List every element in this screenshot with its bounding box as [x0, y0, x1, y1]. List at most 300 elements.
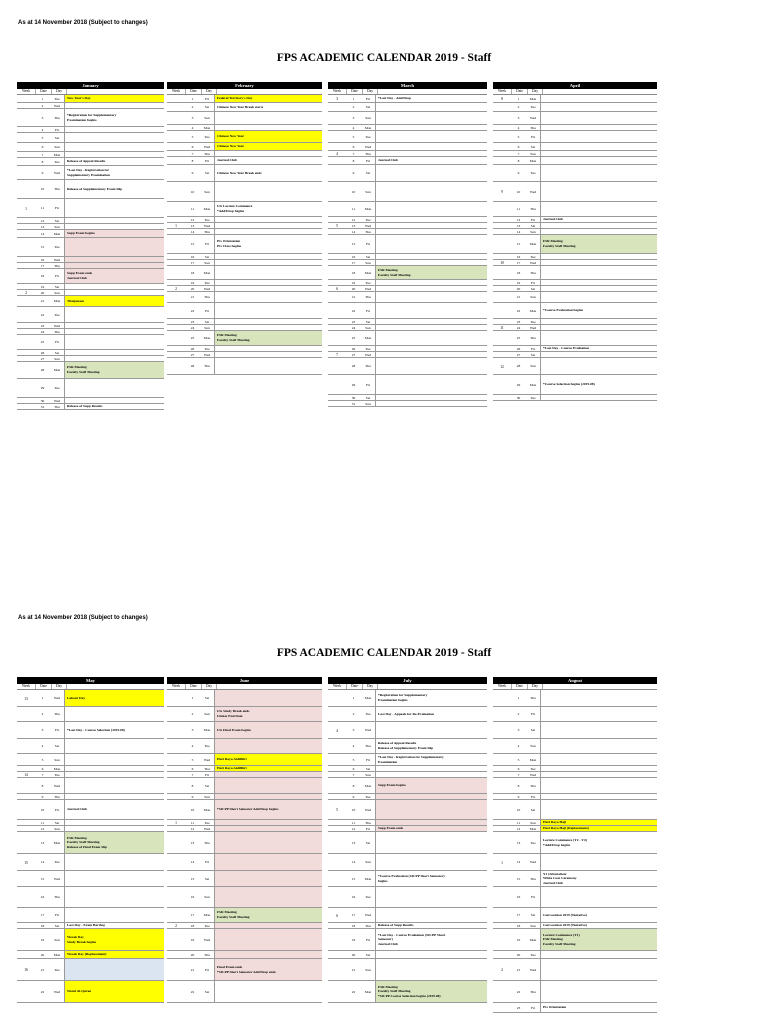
event-cell: Labour Day: [64, 690, 164, 706]
day-cell: Sun: [204, 895, 210, 899]
date-cell: 10: [351, 189, 356, 194]
calendar-row: [167, 690, 322, 707]
date-cell: 10: [40, 187, 45, 191]
calendar-row: [17, 296, 164, 307]
column-header-day: Day: [363, 89, 378, 94]
week-number: 13: [24, 696, 28, 701]
date-cell: 1: [352, 96, 355, 101]
week-number: 1: [175, 821, 177, 825]
column-header-day: Day: [52, 684, 67, 689]
week-number: 11: [500, 326, 504, 330]
column-header-date: Date: [347, 89, 363, 94]
date-cell: 26: [516, 346, 521, 351]
date-cell: 3: [517, 728, 520, 732]
date-cell: 1: [41, 96, 44, 101]
calendar-row: [17, 199, 164, 218]
calendar-row: [328, 131, 487, 143]
day-cell: Fri: [530, 712, 536, 716]
event-cell: Chinese New Year: [214, 143, 322, 150]
event-cell: Supp Exam begins: [64, 230, 164, 237]
page-1-title: FPS ACADEMIC CALENDAR 2019 - Staff: [276, 52, 492, 64]
column-header-date: Date: [512, 89, 528, 94]
calendar-row: [493, 800, 657, 820]
date-cell: 29: [40, 386, 45, 390]
event-cell: [214, 929, 322, 950]
day-cell: Thu: [54, 329, 60, 334]
month-rows: [167, 690, 322, 1003]
event-cell: [64, 820, 164, 825]
month-header: February: [167, 82, 322, 89]
date-cell: 22: [516, 308, 521, 313]
event-cell: [64, 707, 164, 721]
day-cell: Tue: [530, 319, 536, 324]
day-cell: Sun: [54, 224, 60, 229]
date-cell: 1: [41, 696, 44, 700]
date-cell: 20: [190, 952, 195, 957]
event-cell: [375, 292, 487, 302]
date-cell: 19: [351, 937, 356, 942]
calendar-row: [328, 887, 487, 908]
day-cell: Mon: [529, 158, 537, 163]
event-cell: [214, 871, 322, 886]
event-cell: [375, 820, 487, 825]
calendar-row: [167, 331, 322, 346]
calendar-row: [328, 778, 487, 794]
event-cell: [214, 151, 322, 156]
calendar-row: [328, 292, 487, 303]
event-cell: [375, 182, 487, 201]
day-cell: Thu: [365, 151, 371, 156]
date-cell: 9: [191, 794, 194, 799]
event-cell: [540, 981, 657, 1002]
calendar-row: [167, 358, 322, 375]
day-cell: Sat: [204, 696, 210, 700]
calendar-row: [493, 103, 657, 112]
day-cell: Thu: [530, 125, 536, 130]
calendar-row: [328, 739, 487, 754]
date-cell: 28: [40, 368, 45, 372]
day-cell: Mon: [364, 876, 372, 881]
event-cell: *Last Day - Registration for Supplementary Examination: [375, 754, 487, 765]
calendar-row: [493, 395, 657, 401]
day-cell: Wed: [53, 257, 61, 262]
event-cell: UG Final Exam begins: [214, 722, 322, 738]
calendar-row: [167, 103, 322, 112]
calendar-row: [328, 112, 487, 125]
date-cell: 10: [516, 807, 521, 812]
event-cell: [64, 379, 164, 397]
day-cell: Sat: [365, 171, 371, 175]
event-cell: [214, 887, 322, 907]
event-cell: [375, 131, 487, 142]
date-cell: 10: [351, 807, 356, 812]
event-cell: Hari Raya Haji (Replacement): [540, 826, 657, 831]
date-cell: 22: [40, 312, 45, 317]
day-cell: Sat: [204, 319, 210, 324]
day-cell: Wed: [529, 967, 537, 972]
date-cell: 14: [516, 860, 521, 864]
date-cell: 6: [191, 144, 194, 149]
day-cell: Sun: [204, 116, 210, 120]
event-cell: FSR Meeting Faculty Staff Meeting: [375, 266, 487, 279]
day-cell: Thu: [530, 876, 536, 881]
day-cell: Fri: [365, 826, 371, 831]
day-cell: Mon: [53, 952, 61, 957]
date-cell: 15: [40, 245, 45, 249]
date-cell: 7: [352, 151, 355, 156]
date-cell: 18: [40, 274, 45, 278]
day-cell: Sun: [530, 364, 536, 368]
event-cell: [540, 292, 657, 302]
day-cell: Sat: [365, 254, 371, 259]
day-cell: Thu: [530, 696, 536, 700]
week-number: 10: [500, 261, 504, 265]
day-cell: Sun: [530, 923, 536, 928]
day-cell: Mon: [529, 826, 537, 831]
day-cell: Sat: [365, 319, 371, 324]
calendar-row: [17, 133, 164, 143]
event-cell: [64, 199, 164, 217]
date-cell: 23: [40, 323, 45, 328]
calendar-row: [167, 182, 322, 202]
month-august: [493, 677, 657, 1013]
event-cell: [375, 346, 487, 351]
calendar-row: [167, 235, 322, 254]
event-cell: [64, 152, 164, 157]
day-cell: Mon: [53, 766, 61, 771]
day-cell: Sun: [204, 325, 210, 330]
week-number: 8: [501, 97, 503, 101]
event-cell: [375, 235, 487, 253]
day-cell: Wed: [529, 772, 537, 777]
day-cell: Fri: [204, 967, 210, 972]
date-cell: 1: [191, 696, 194, 700]
day-cell: Tue: [54, 967, 60, 972]
day-cell: Fri: [54, 807, 60, 812]
date-cell: 2: [41, 103, 44, 108]
column-header-week: Week: [167, 89, 186, 94]
day-cell: Tue: [54, 860, 60, 864]
day-cell: Fri: [204, 242, 210, 246]
day-cell: Fri: [204, 158, 210, 163]
day-cell: Thu: [54, 404, 60, 409]
calendar-row: [328, 929, 487, 951]
date-cell: 14: [40, 860, 45, 864]
day-cell: Fri: [365, 158, 371, 163]
event-cell: Supp Exam ends: [375, 826, 487, 831]
calendar-row: [167, 951, 322, 959]
day-cell: Wed: [203, 144, 211, 149]
calendar-row: [17, 180, 164, 199]
calendar-row: [328, 854, 487, 871]
event-cell: Lecture Commence (Y1) FSR Meeting Faculty Staff Meeting: [540, 929, 657, 950]
day-cell: Mon: [203, 728, 211, 732]
day-cell: Thu: [204, 766, 210, 771]
date-cell: 2: [191, 712, 194, 716]
event-cell: [540, 707, 657, 721]
week-number: 5: [336, 224, 338, 228]
calendar-row: [328, 331, 487, 346]
date-cell: 26: [40, 350, 45, 355]
calendar-row: [17, 404, 164, 410]
day-cell: Tue: [54, 96, 60, 101]
date-cell: 20: [190, 286, 195, 291]
week-number: 6: [336, 287, 338, 291]
event-cell: [64, 133, 164, 142]
date-cell: 10: [516, 189, 521, 194]
column-header-week: Week: [328, 89, 347, 94]
event-cell: [214, 223, 322, 228]
date-cell: 3: [352, 728, 355, 732]
week-number: 4: [336, 728, 338, 733]
day-cell: Thu: [365, 229, 371, 234]
event-cell: [214, 325, 322, 330]
calendar-row: [493, 887, 657, 908]
calendar-row: [328, 951, 487, 959]
day-cell: Fri: [204, 772, 210, 777]
event-cell: [375, 908, 487, 922]
event-cell: New Year's Day: [64, 95, 164, 102]
day-cell: Sat: [204, 989, 210, 994]
event-cell: [375, 125, 487, 130]
date-cell: 13: [190, 223, 195, 228]
date-cell: 10: [40, 807, 45, 812]
day-cell: Sat: [365, 105, 371, 109]
week-number: 1: [25, 206, 27, 211]
date-cell: 22: [40, 989, 45, 994]
calendar-row: [328, 143, 487, 151]
day-cell: Fri: [530, 1005, 536, 1010]
date-cell: 19: [516, 937, 521, 942]
day-cell: Sat: [54, 284, 60, 289]
date-cell: 21: [351, 295, 356, 299]
calendar-row: [328, 871, 487, 887]
day-cell: Thu: [54, 115, 60, 120]
month-header: April: [493, 82, 657, 89]
date-cell: 8: [191, 158, 194, 163]
event-cell: [214, 319, 322, 324]
date-cell: 26: [351, 346, 356, 351]
event-cell: [375, 401, 487, 406]
calendar-row: [493, 854, 657, 871]
day-cell: Tue: [54, 772, 60, 777]
event-cell: [540, 202, 657, 216]
event-cell: FSR Meeting Faculty Staff Meeting Release of Final Exam Slip: [64, 832, 164, 853]
date-cell: 27: [516, 352, 521, 357]
event-cell: [214, 112, 322, 124]
day-cell: Sun: [365, 189, 371, 194]
date-cell: 11: [40, 206, 45, 210]
event-cell: [214, 794, 322, 799]
date-cell: 13: [516, 223, 521, 228]
date-cell: 12: [351, 217, 356, 222]
day-cell: Sat: [365, 395, 371, 400]
event-cell: [375, 202, 487, 216]
date-cell: 12: [516, 826, 521, 831]
date-cell: 9: [517, 171, 520, 175]
day-cell: Wed: [364, 807, 372, 812]
calendar-row: [493, 182, 657, 202]
event-cell: [214, 778, 322, 793]
calendar-row: [328, 266, 487, 280]
event-cell: [375, 319, 487, 324]
date-cell: 1: [517, 96, 520, 101]
event-cell: [540, 887, 657, 907]
day-cell: Wed: [53, 323, 61, 328]
column-header-week: Week: [167, 684, 186, 689]
date-cell: 9: [41, 794, 44, 799]
date-cell: 31: [40, 404, 45, 409]
calendar-row: [167, 707, 322, 722]
date-cell: 2: [191, 105, 194, 109]
event-cell: [540, 722, 657, 738]
week-number: 1: [501, 860, 503, 865]
week-number: 7: [336, 353, 338, 357]
date-cell: 5: [41, 757, 44, 762]
date-cell: 23: [351, 319, 356, 324]
calendar-row: [328, 401, 487, 407]
calendar-row: [493, 951, 657, 959]
calendar-row: [328, 103, 487, 112]
day-cell: Fri: [530, 895, 536, 899]
event-cell: Convocation 2019 (Tentative): [540, 908, 657, 922]
calendar-row: [167, 722, 322, 739]
date-cell: 21: [190, 967, 195, 972]
event-cell: *Course Evaluation (SICPP Short Semester) begins: [375, 871, 487, 886]
event-cell: *Course Selection begins (2019.08): [540, 375, 657, 394]
date-cell: 30: [516, 395, 521, 400]
day-cell: Sat: [54, 350, 60, 355]
month-header: August: [493, 677, 657, 684]
date-cell: 25: [40, 340, 45, 344]
event-cell: [375, 103, 487, 111]
day-cell: Wed: [53, 170, 61, 175]
date-cell: 8: [352, 158, 355, 163]
day-cell: Wed: [53, 783, 61, 788]
date-cell: 8: [517, 158, 520, 163]
event-cell: [540, 772, 657, 777]
day-cell: Wed: [364, 913, 372, 917]
day-cell: Thu: [204, 952, 210, 957]
date-cell: 22: [516, 989, 521, 994]
calendar-row: [167, 143, 322, 151]
event-cell: [214, 182, 322, 201]
day-cell: Sat: [204, 876, 210, 881]
week-number: 5: [336, 808, 338, 812]
date-cell: 7: [41, 772, 44, 777]
day-cell: Thu: [530, 336, 536, 340]
month-rows: [17, 95, 164, 410]
date-cell: 5: [191, 757, 194, 762]
calendar-row: [167, 112, 322, 125]
event-cell: [375, 143, 487, 150]
calendar-row: [17, 959, 164, 981]
day-cell: Fri: [54, 127, 60, 132]
week-number: 12: [500, 364, 504, 369]
event-cell: [375, 358, 487, 374]
month-april: [493, 82, 657, 401]
day-cell: Sun: [365, 772, 371, 777]
day-cell: Tue: [365, 712, 371, 716]
event-cell: [64, 356, 164, 361]
week-number: 6: [336, 913, 338, 918]
date-cell: 14: [190, 229, 195, 234]
event-cell: [64, 307, 164, 322]
column-header-week: Week: [17, 89, 36, 94]
day-cell: Sat: [204, 171, 210, 175]
day-cell: Tue: [530, 840, 536, 845]
day-cell: Thu: [204, 151, 210, 156]
event-cell: [214, 292, 322, 302]
calendar-row: [167, 871, 322, 887]
day-cell: Sat: [530, 728, 536, 732]
event-cell: [214, 303, 322, 318]
date-cell: 24: [40, 329, 45, 334]
date-cell: 11: [516, 207, 521, 211]
date-cell: 4: [41, 744, 44, 748]
calendar-row: [328, 908, 487, 923]
day-cell: Mon: [364, 207, 372, 211]
date-cell: 20: [516, 952, 521, 957]
calendar-row: [328, 959, 487, 981]
calendar-row: [493, 303, 657, 319]
date-cell: 14: [40, 231, 45, 236]
date-cell: 22: [351, 308, 356, 313]
day-cell: Sun: [365, 401, 371, 406]
event-cell: Chinese New Year Break ends: [214, 165, 322, 181]
event-cell: [540, 778, 657, 793]
event-cell: [540, 352, 657, 357]
day-cell: Sun: [365, 967, 371, 972]
event-cell: [214, 352, 322, 357]
day-cell: Mon: [364, 696, 372, 700]
event-cell: *Registration for Supplementary Examination begins: [64, 109, 164, 126]
month-rows: [493, 95, 657, 401]
day-cell: Mon: [53, 368, 61, 372]
month-january: [17, 82, 164, 410]
column-header-day: Day: [202, 89, 217, 94]
day-cell: Tue: [204, 217, 210, 222]
event-cell: [540, 358, 657, 374]
calendar-row: [493, 908, 657, 923]
day-cell: Sun: [530, 744, 536, 748]
date-cell: 22: [351, 989, 356, 994]
day-cell: Fri: [365, 96, 371, 101]
event-cell: [214, 286, 322, 291]
date-cell: 11: [190, 820, 195, 825]
calendar-row: [493, 739, 657, 754]
event-cell: UG Lecture Commence *Add/Drop begins: [214, 202, 322, 216]
event-cell: [375, 331, 487, 345]
calendar-row: [167, 832, 322, 854]
day-cell: Sat: [54, 135, 60, 140]
date-cell: 3: [41, 728, 44, 732]
event-cell: FSR Meeting Faculty Staff Meeting: [540, 235, 657, 253]
day-cell: Sun: [204, 189, 210, 194]
date-cell: 14: [351, 860, 356, 864]
event-cell: Final Exam ends *SICPP Short Semester Add/Drop ends: [214, 959, 322, 980]
date-cell: 22: [190, 989, 195, 994]
day-cell: Wed: [529, 325, 537, 330]
date-cell: 17: [190, 913, 195, 917]
event-cell: [375, 325, 487, 330]
event-cell: [540, 143, 657, 150]
month-rows: [328, 95, 487, 407]
day-cell: Wed: [364, 144, 372, 149]
day-cell: Wed: [53, 696, 61, 700]
date-cell: 16: [40, 895, 45, 899]
day-cell: Sat: [365, 840, 371, 845]
